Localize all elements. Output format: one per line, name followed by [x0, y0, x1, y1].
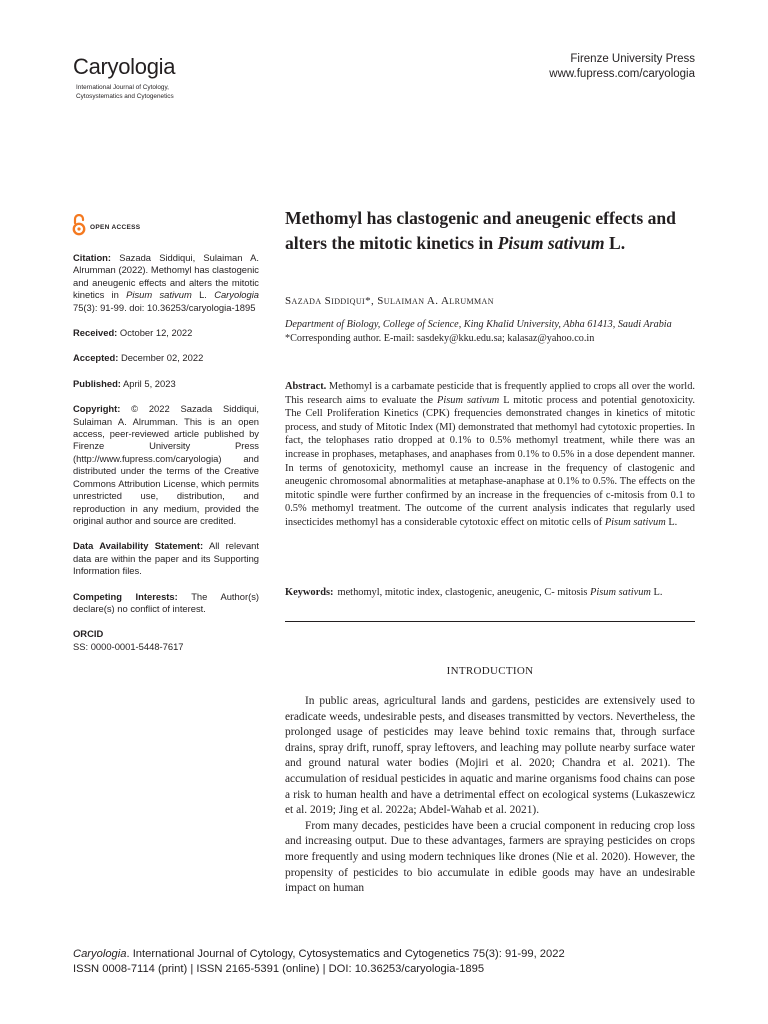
journal-title: Caryologia [73, 54, 176, 79]
data-availability [73, 540, 259, 577]
abstract-text-2: L mitotic process and potential genotoxicity. The Cell Proliferation Kinetics (CPK) frequencies demonstrated changes in kinetics of mitotic process, and study of Mitotic Index (MI) demonstrated that methomyl had cytotoxic properties. In fact, the telophases ratio dropped at 0.1% to 0.5% methomyl treatment, while there was an increase in prophases, metaphases, and anaphases from 0.1% to 0.5% in a dose dependent manner. In terms of genotoxicity, methomyl cause an increase in the frequency of clastogenic and aneugenic chromosomal abnormalities at metaphase-anaphase at 0.1% to 0.5%. The effects on the mitotic spindle were further confirmed by an increase in the frequencies of c-mitosis from 0.1 to 0.5% methomyl treatment. The outcome of the current analysis indicates that regularly used insecticides methomyl has a considerable cytotoxic effect on mitotic cells of [285, 394, 695, 528]
competing-interests [73, 591, 259, 616]
citation-label: Citation: [73, 252, 112, 263]
abstract-text-3: L. [668, 516, 678, 528]
affiliation: Department of Biology, College of Science, King Khalid University, Abha 61413, Saudi Arabia [285, 319, 672, 330]
published-date [73, 378, 259, 390]
citation-text-2: L. [199, 289, 207, 301]
abstract-label: Abstract. [285, 381, 327, 392]
journal-subtitle-line2: Cytosystematics and Cytogenetics [76, 92, 174, 100]
citation-journal: Caryologia [214, 289, 260, 301]
keywords-end: L. [653, 587, 663, 598]
open-access-lock-icon [72, 214, 86, 241]
affiliation-block [285, 318, 695, 346]
published-label: Published: [73, 377, 121, 389]
paragraph-1: In public areas, agricultural lands and gardens, pesticides are extensively used to eradicate weeds, undesirable pests, and diseases transmitted by vectors. Nevertheless, the prolonged usage of pesticides may leave behind toxic remains that, through surface drains, spray drift, runoff, spray leftovers, and leaching may pollute nearby surface water and ground natural water bodies (Mojiri et al. 2020; Chandra et al. 2021). The accumulation of residual pesticides in aquatic and marine organisms food chains can pose a risk to human health and have a detrimental effect on ecological systems (Lukaszewicz et al. 2019; Jing et al. 2022a; Abdel-Wahab et al. 2021). [285, 695, 695, 817]
corresponding-author: *Corresponding author. E-mail: sasdeky@kku.edu.sa; kalasaz@yahoo.co.in [285, 332, 595, 344]
copyright [73, 403, 259, 527]
received-value: October 12, 2022 [119, 327, 193, 339]
section-heading-introduction: INTRODUCTION [446, 665, 534, 677]
accepted-value: December 02, 2022 [120, 352, 204, 364]
publisher-info [549, 52, 695, 81]
body-text [285, 694, 695, 897]
keywords-label: Keywords: [285, 587, 334, 598]
footer-journal-details: . International Journal of Cytology, Cytosystematics and Cytogenetics 75(3): 91-99, 2022 [126, 948, 565, 960]
keywords-species: Pisum sativum [590, 587, 651, 598]
orcid [73, 628, 259, 653]
open-access-label: OPEN ACCESS [90, 224, 141, 231]
article-title [285, 206, 705, 255]
orcid-label: ORCID [73, 628, 104, 640]
abstract-species-2: Pisum sativum [604, 516, 666, 528]
accepted-date [73, 352, 259, 364]
footer-journal: Caryologia [73, 948, 127, 960]
abstract-text-1: Methomyl is a carbamate pesticide that is frequently applied to crops all over the world. This research aims to evaluate the [285, 381, 695, 406]
published-value: April 5, 2023 [123, 377, 176, 389]
competing-interests-text: The Author(s) declare(s) no conflict of interest. [73, 590, 259, 614]
abstract-species-1: Pisum sativum [437, 394, 500, 406]
section-divider [285, 621, 695, 622]
paragraph-2: From many decades, pesticides have been a crucial component in reducing crop loss and increasing output. Due to these advantages, farmers are spraying pesticides on crops more frequently and using modern techniques like drones (Nie et al. 2020). However, the propensity of pesticides to bio accumulate in edible goods may have an undesirable impact on human [285, 819, 695, 895]
received-date [73, 327, 259, 339]
abstract [285, 380, 695, 530]
title-text: Methomyl has clastogenic and aneugenic effects and alters the mitotic kinetics in [285, 208, 676, 253]
citation-species: Pisum sativum [126, 289, 192, 301]
open-access-badge [72, 214, 140, 241]
accepted-label: Accepted: [73, 352, 119, 364]
orcid-value[interactable]: SS: 0000-0001-5448-7617 [73, 640, 184, 652]
publisher-url[interactable]: www.fupress.com/caryologia [549, 67, 695, 80]
keywords [285, 586, 695, 600]
publisher-name: Firenze University Press [570, 53, 695, 65]
keywords-list: methomyl, mitotic index, clastogenic, aneugenic, C- mitosis [337, 587, 588, 598]
title-end: L. [609, 232, 626, 253]
data-availability-text: All relevant data are within the paper and its Supporting Information files. [73, 540, 259, 577]
received-label: Received: [73, 327, 118, 339]
citation-text-3: 75(3): 91-99. doi: 10.36253/caryologia-1895 [73, 301, 256, 313]
competing-interests-label: Competing Interests: [73, 590, 178, 602]
copyright-label: Copyright: [73, 403, 121, 415]
title-species: Pisum sativum [497, 232, 605, 253]
authors: Sazada Siddiqui*, Sulaiman A. Alrumman [285, 295, 494, 307]
article-sidebar [73, 252, 259, 666]
keywords-text-block [337, 586, 662, 600]
page-footer [73, 947, 565, 977]
copyright-text: © 2022 Sazada Siddiqui, Sulaiman A. Alrumman. This is an open access, peer-reviewed article published by Firenze University Press (http://www.fupress.com/caryologia) and distributed under the terms of the Creative Commons Attribution License, which permits unrestricted use, distribution, and reproduction in any medium, provided the original author and source are credited. [73, 403, 259, 526]
citation [73, 252, 259, 314]
footer-line-1 [73, 947, 565, 962]
journal-subtitle [76, 84, 174, 101]
footer-line-2: ISSN 0008-7114 (print) | ISSN 2165-5391 (online) | DOI: 10.36253/caryologia-1895 [73, 963, 485, 976]
citation-text-1: Sazada Siddiqui, Sulaiman A. Alrumman (2022). Methomyl has clastogenic and aneugenic effects and alters the mitotic kinetics in [73, 252, 259, 301]
data-availability-label: Data Availability Statement: [73, 540, 204, 552]
journal-subtitle-line1: International Journal of Cytology, [76, 84, 169, 91]
